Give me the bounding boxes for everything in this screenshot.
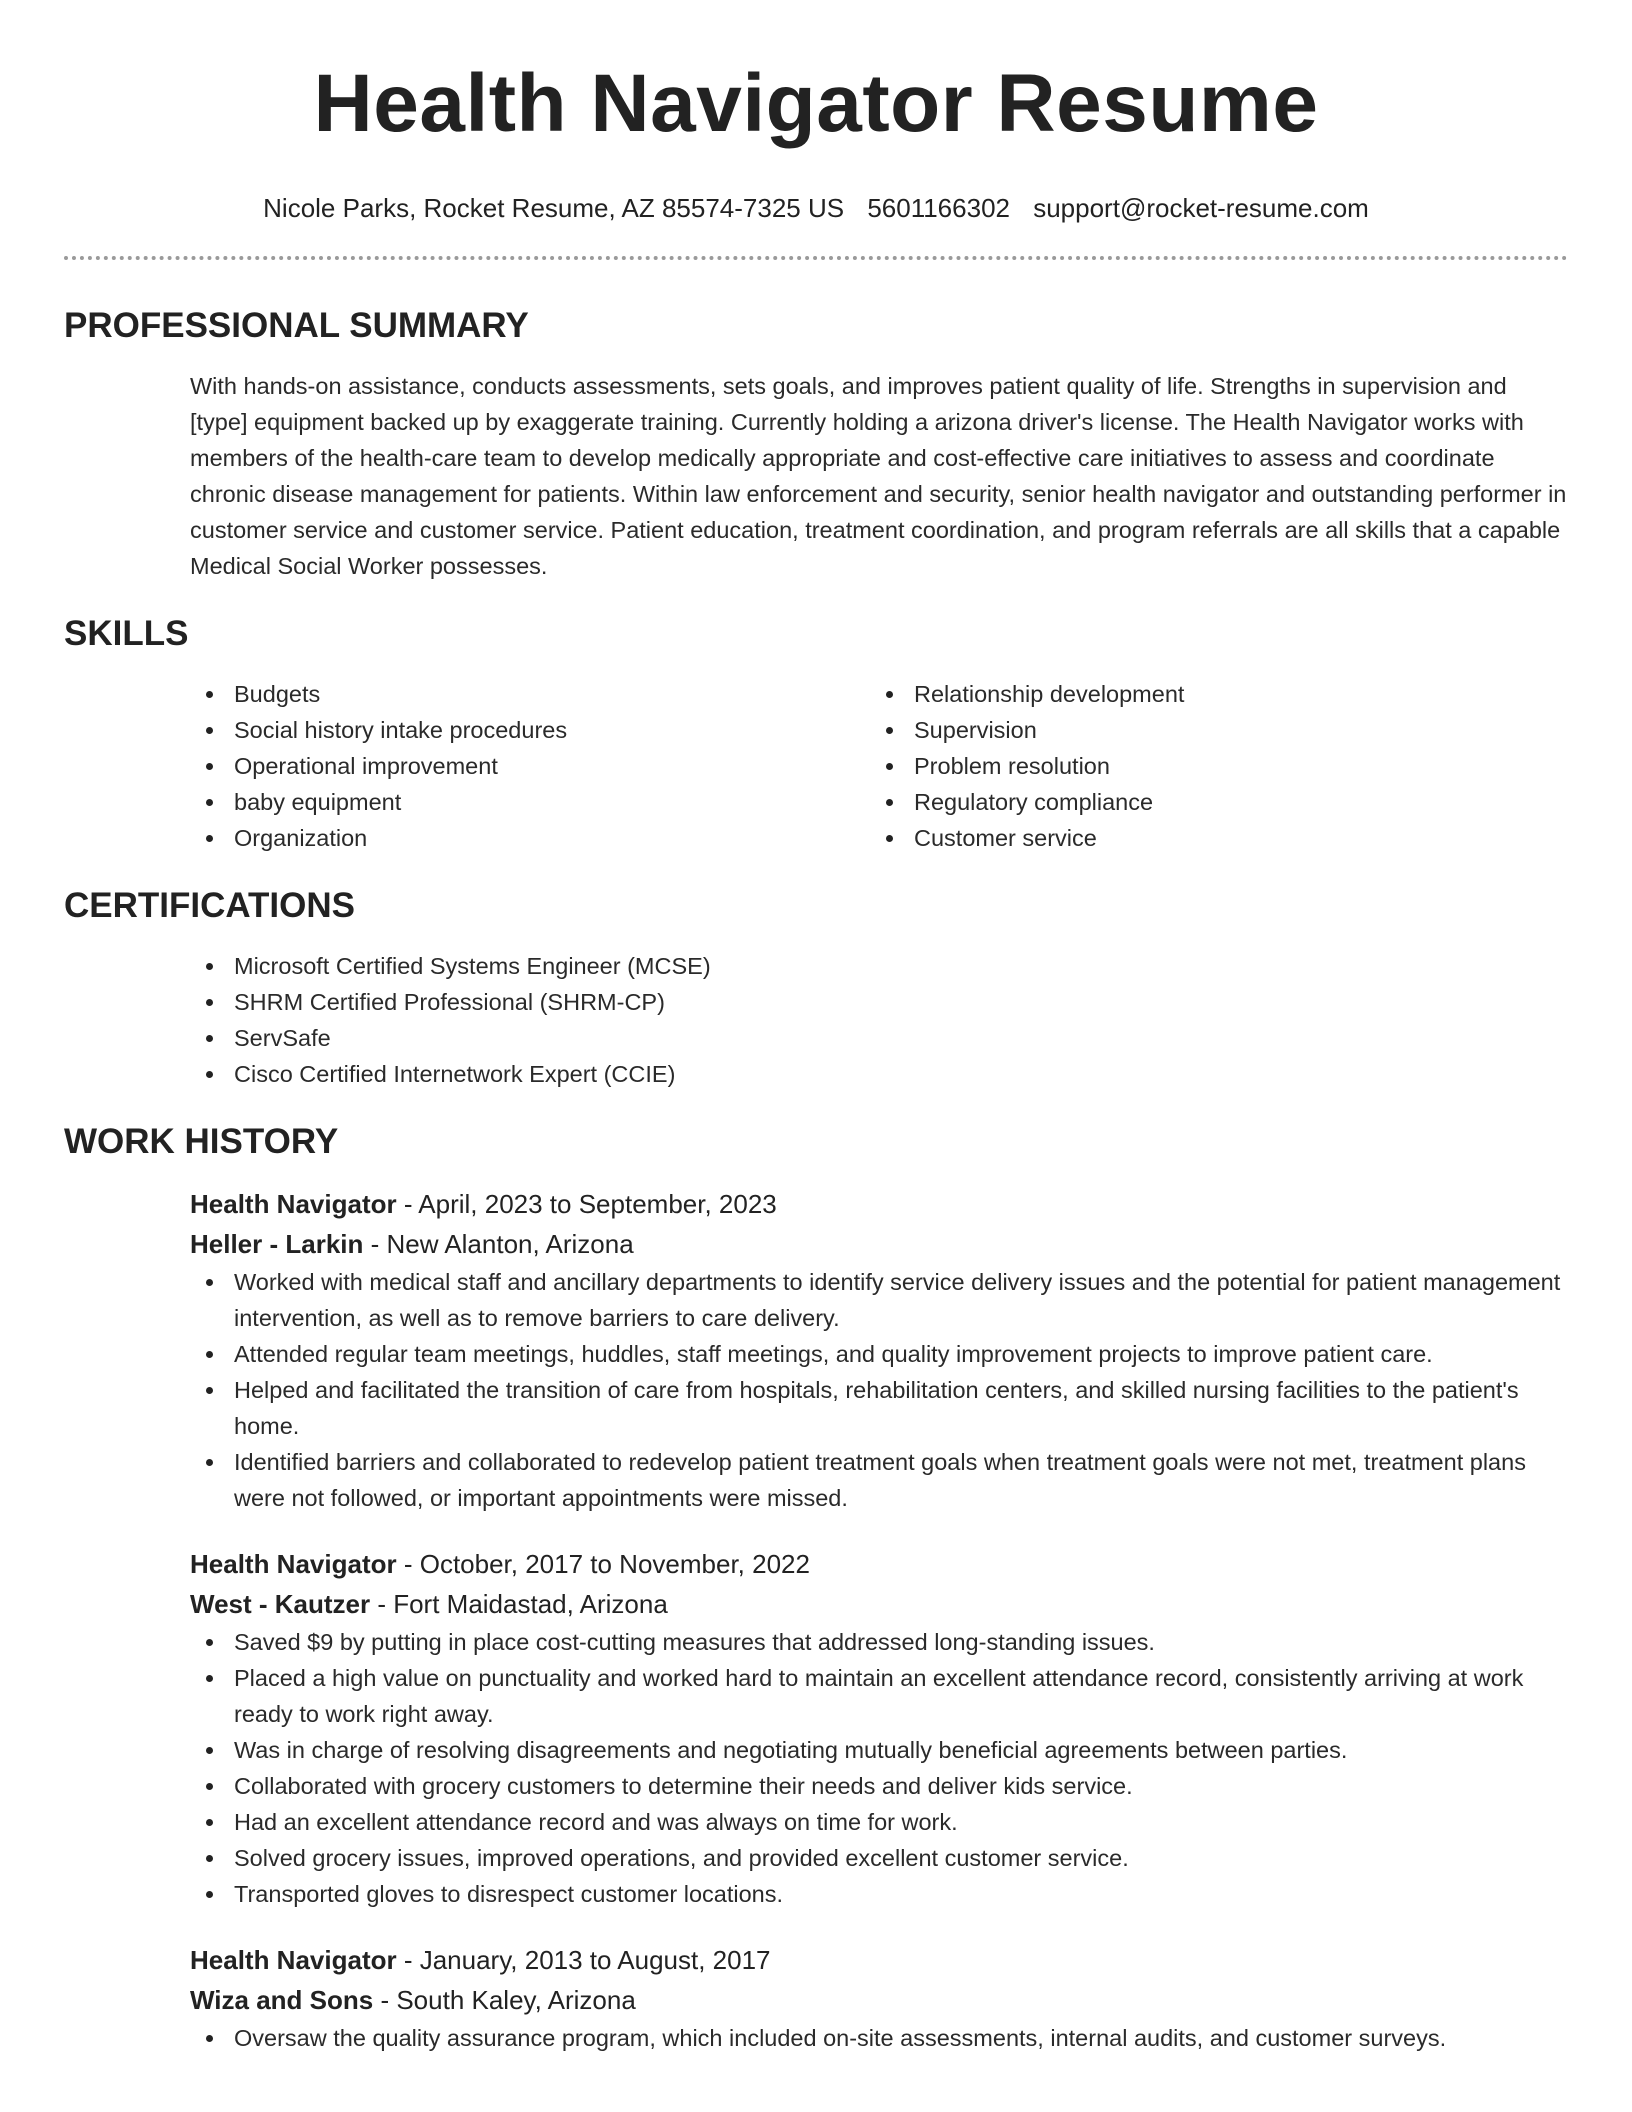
skill-item: Supervision bbox=[870, 712, 1550, 748]
bullet-icon bbox=[206, 999, 213, 1006]
job-bullet: Saved $9 by putting in place cost-cutting measures that addressed long-standing issues. bbox=[190, 1624, 1568, 1660]
bullet-icon bbox=[206, 2035, 213, 2042]
certifications-heading: CERTIFICATIONS bbox=[64, 886, 356, 925]
bullet-icon bbox=[206, 1891, 213, 1898]
skill-item: Relationship development bbox=[870, 676, 1550, 712]
certification-item: ServSafe bbox=[190, 1020, 1568, 1056]
job-title: Health Navigator bbox=[190, 1189, 397, 1219]
job-company: Wiza and Sons bbox=[190, 1985, 374, 2015]
job-entry-1 bbox=[190, 1184, 1568, 1516]
bullet-icon bbox=[206, 1351, 213, 1358]
job-dates: - April, 2023 to September, 2023 bbox=[396, 1189, 777, 1219]
job-entry-2 bbox=[190, 1544, 1568, 1912]
job-bullet: Attended regular team meetings, huddles, staff meetings, and quality improvement projects to improve patient care. bbox=[190, 1336, 1568, 1372]
certification-item: SHRM Certified Professional (SHRM-CP) bbox=[190, 984, 1568, 1020]
job-entry-3 bbox=[190, 1940, 1568, 2056]
job-company-line bbox=[190, 1980, 1568, 2020]
bullet-icon bbox=[206, 727, 213, 734]
job-bullet: Had an excellent attendance record and was always on time for work. bbox=[190, 1804, 1568, 1840]
job-title: Health Navigator bbox=[190, 1549, 397, 1579]
skill-item: Budgets bbox=[190, 676, 870, 712]
skill-item: Regulatory compliance bbox=[870, 784, 1550, 820]
skill-item: Problem resolution bbox=[870, 748, 1550, 784]
job-location: - New Alanton, Arizona bbox=[363, 1229, 634, 1259]
bullet-icon bbox=[206, 1783, 213, 1790]
resume-page bbox=[64, 0, 1568, 2056]
bullet-icon bbox=[886, 727, 893, 734]
job-title: Health Navigator bbox=[190, 1945, 397, 1975]
job-dates: - January, 2013 to August, 2017 bbox=[396, 1945, 771, 1975]
skill-item: Organization bbox=[190, 820, 870, 856]
job-bullet: Collaborated with grocery customers to determine their needs and deliver kids service. bbox=[190, 1768, 1568, 1804]
bullet-icon bbox=[206, 763, 213, 770]
skills-list-right bbox=[870, 676, 1550, 856]
job-company-line bbox=[190, 1584, 1568, 1624]
job-bullets bbox=[190, 1264, 1568, 1516]
bullet-icon bbox=[206, 1675, 213, 1682]
bullet-icon bbox=[206, 963, 213, 970]
skills-column-left bbox=[190, 676, 870, 856]
bullet-icon bbox=[206, 1071, 213, 1078]
job-bullet: Identified barriers and collaborated to redevelop patient treatment goals when treatment goals were not met, treatment plans were not followed, or important appointments were missed. bbox=[190, 1444, 1568, 1516]
skills-grid bbox=[190, 676, 1568, 856]
bullet-icon bbox=[206, 1279, 213, 1286]
job-bullet: Worked with medical staff and ancillary departments to identify service delivery issues and the potential for patient management intervention, as well as to remove barriers to care delivery. bbox=[190, 1264, 1568, 1336]
certifications-block bbox=[190, 948, 1568, 1092]
contact-line bbox=[64, 192, 1568, 224]
skills-column-right bbox=[870, 676, 1550, 856]
certifications-list bbox=[190, 948, 1568, 1092]
bullet-icon bbox=[206, 1747, 213, 1754]
job-bullet: Was in charge of resolving disagreements and negotiating mutually beneficial agreements between parties. bbox=[190, 1732, 1568, 1768]
skills-heading: SKILLS bbox=[64, 614, 189, 653]
certification-item: Cisco Certified Internetwork Expert (CCIE) bbox=[190, 1056, 1568, 1092]
skill-item: Social history intake procedures bbox=[190, 712, 870, 748]
skill-item: Customer service bbox=[870, 820, 1550, 856]
contact-address: Nicole Parks, Rocket Resume, AZ 85574-7325 US bbox=[263, 193, 845, 223]
bullet-icon bbox=[886, 763, 893, 770]
bullet-icon bbox=[886, 691, 893, 698]
job-location: - South Kaley, Arizona bbox=[373, 1985, 636, 2015]
job-title-line bbox=[190, 1184, 1568, 1224]
job-company-line bbox=[190, 1224, 1568, 1264]
bullet-icon bbox=[206, 799, 213, 806]
job-company: Heller - Larkin bbox=[190, 1229, 364, 1259]
bullet-icon bbox=[206, 691, 213, 698]
job-bullets bbox=[190, 2020, 1568, 2056]
bullet-icon bbox=[206, 1819, 213, 1826]
job-bullet: Placed a high value on punctuality and worked hard to maintain an excellent attendance record, consistently arriving at work ready to work right away. bbox=[190, 1660, 1568, 1732]
skill-item: baby equipment bbox=[190, 784, 870, 820]
header-divider bbox=[64, 256, 1568, 260]
bullet-icon bbox=[206, 1035, 213, 1042]
bullet-icon bbox=[206, 835, 213, 842]
bullet-icon bbox=[886, 835, 893, 842]
bullet-icon bbox=[206, 1459, 213, 1466]
contact-phone: 5601166302 bbox=[867, 193, 1010, 223]
work-history-heading: WORK HISTORY bbox=[64, 1122, 339, 1161]
summary-text: With hands-on assistance, conducts assessments, sets goals, and improves patient quality of life. Strengths in supervision and [type] equipment backed up by exaggerate training. Currently holding a arizona driver's license. The Health Navigator works with members of the health-care team to develop medically appropriate and cost-effective care initiatives to assess and coordinate chronic disease management for patients. Within law enforcement and security, senior health navigator and outstanding performer in customer service and customer service. Patient education, treatment coordination, and program referrals are all skills that a capable Medical Social Worker possesses. bbox=[190, 373, 1567, 579]
job-bullet: Oversaw the quality assurance program, which included on-site assessments, internal audits, and customer surveys. bbox=[190, 2020, 1568, 2056]
job-bullets bbox=[190, 1624, 1568, 1912]
job-location: - Fort Maidastad, Arizona bbox=[370, 1589, 668, 1619]
job-title-line bbox=[190, 1544, 1568, 1584]
skills-list-left bbox=[190, 676, 870, 856]
skill-item: Operational improvement bbox=[190, 748, 870, 784]
job-bullet: Solved grocery issues, improved operations, and provided excellent customer service. bbox=[190, 1840, 1568, 1876]
job-title-line bbox=[190, 1940, 1568, 1980]
bullet-icon bbox=[206, 1855, 213, 1862]
job-company: West - Kautzer bbox=[190, 1589, 371, 1619]
job-bullet: Transported gloves to disrespect customer locations. bbox=[190, 1876, 1568, 1912]
contact-email: support@rocket-resume.com bbox=[1033, 193, 1369, 223]
certification-item: Microsoft Certified Systems Engineer (MCSE) bbox=[190, 948, 1568, 984]
job-dates: - October, 2017 to November, 2022 bbox=[396, 1549, 810, 1579]
bullet-icon bbox=[206, 1639, 213, 1646]
summary-heading: PROFESSIONAL SUMMARY bbox=[64, 306, 529, 345]
bullet-icon bbox=[206, 1387, 213, 1394]
page-title: Health Navigator Resume bbox=[313, 58, 1319, 149]
job-bullet: Helped and facilitated the transition of care from hospitals, rehabilitation centers, and skilled nursing facilities to the patient's home. bbox=[190, 1372, 1568, 1444]
bullet-icon bbox=[886, 799, 893, 806]
